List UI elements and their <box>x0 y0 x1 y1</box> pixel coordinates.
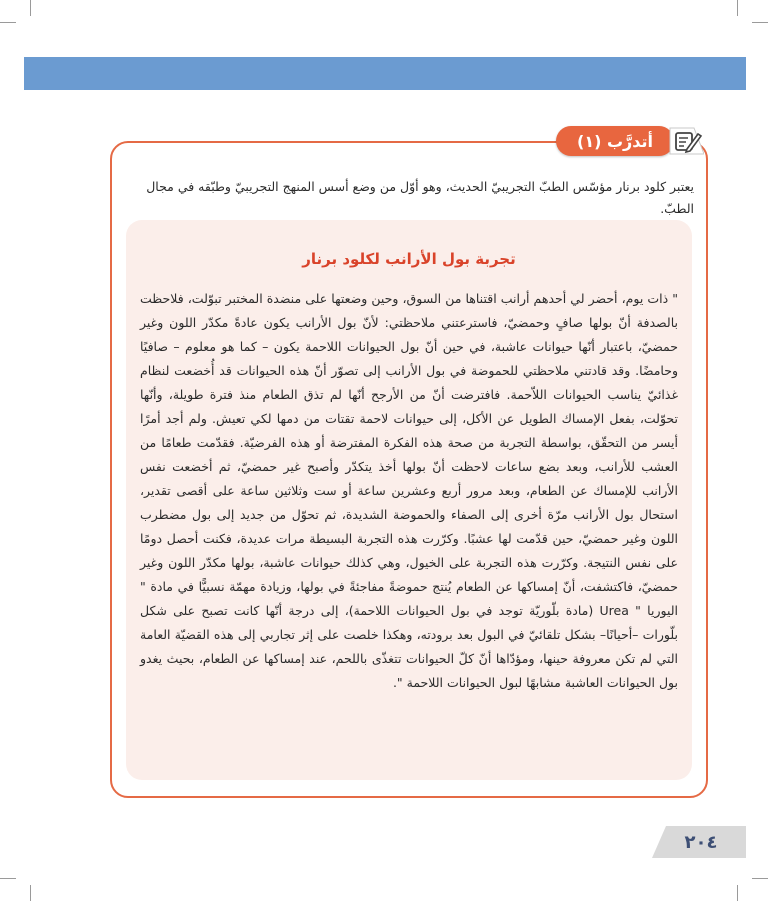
exercise-label-pill <box>556 126 674 156</box>
crop-mark <box>0 878 16 879</box>
intro-text: يعتبر كلود برنار مؤسّس الطبّ التجريبيّ الحديث، وهو أوّل من وضع أسس المنهج التجريبيّ وطبّقه في مجال الطبّ. <box>146 179 694 216</box>
exercise-label <box>556 124 706 158</box>
crop-mark <box>737 885 738 901</box>
crop-mark <box>0 22 16 23</box>
crop-mark <box>30 885 31 901</box>
exercise-label-text: أتدرَّب (١) <box>577 131 653 151</box>
header-band <box>24 57 746 90</box>
crop-mark <box>737 0 738 16</box>
story-title: تجربة بول الأرانب لكلود برنار <box>302 250 516 268</box>
crop-mark <box>30 0 31 16</box>
story-body <box>140 287 678 695</box>
page-number: ٢٠٤ <box>684 831 718 853</box>
crop-mark <box>752 22 768 23</box>
crop-mark <box>752 878 768 879</box>
story-paragraph: " ذات يوم، أحضر لي أحدهم أرانب اقتناها من السوق، وحين وضعتها على منضدة المختبر تبوّلت، فلاحظت بالصدفة أنّ بولها صافٍ وحمضيّ، فاسترعتني ملاحظتي: لأنّ بول الأرانب يكون عادةً مكدّر اللون وغير حمضيّ، باعتبار أنّها حيوانات عاشبة، في حين أنّ بول الحيوانات اللاحمة يكون – كما هو معلوم – صافيًا وحامضًا. وقد قادتني ملاحظتي للحموضة في بول الأرانب إلى تصوّر أنّ هذه الحيوانات قد أُخضعت لنظام غذائيّ يناسب الحيوانات اللاّحمة. فافترضت أنّ من الأرجح أنّها لم تذق الطعام منذ فترة طويلة، وأنّها تحوّلت، بفعل الإمساك الطويل عن الأكل، إلى حيوانات لاحمة تقتات من دمها لكي تعيش. ولم أجد أمرًا أيسر من التحقّق، بواسطة التجربة من صحة هذه الفكرة المفترضة أو هذه الفرضيّة. فقدّمت طعامًا من العشب للأرانب، وبعد بضع ساعات لاحظت أنّ بولها أخذ يتكدّر وأصبح غير حمضيّ، ثم أخضعت نفس الأرانب للإمساك عن الطعام، وبعد مرور أربع وعشرين ساعة أو ست وثلاثين ساعة على أقصى تقدير، استحال بول الأرانب مرّة أخرى إلى الصفاء والحموضة الشديدة، ثم تحوّل من جديد إلى بول مضطرب اللون وغير حمضيّ، حين قدّمت لها عشبًا. وكرّرت هذه التجربة البسيطة مرات عديدة، فكنت أحصل دومًا على نفس النتيجة. وكرّرت هذه التجربة على الخيول، وهي كذلك حيوانات عاشبة، بولها مكدّر اللون وغير حمضيّ، فاكتشفت، أنّ إمساكها عن الطعام يُنتج حموضةً مفاجئةً في بولها، وزيادة مهمّة نسبيًّا في مادة " اليوريا " Urea (مادة بلّوريّة توجد في بول الحيوانات اللاحمة)، إلى درجة أنّها كانت تصبح على شكل بلّورات –أحيانًا– بشكل تلقائيّ في البول بعد برودته، وهكذا خلصت على إثر تجاربي إلى هذه القضيّة العامة التي لم تكن معروفة حينها، ومؤدّاها أنّ كلّ الحيوانات تتغذّى باللحم، عند إمساكها عن الطعام، بحيث يغدو بول الحيوانات العاشبة مشابهًا لبول الحيوانات اللاحمة ". <box>140 291 678 690</box>
pencil-notepad-icon <box>668 124 704 158</box>
